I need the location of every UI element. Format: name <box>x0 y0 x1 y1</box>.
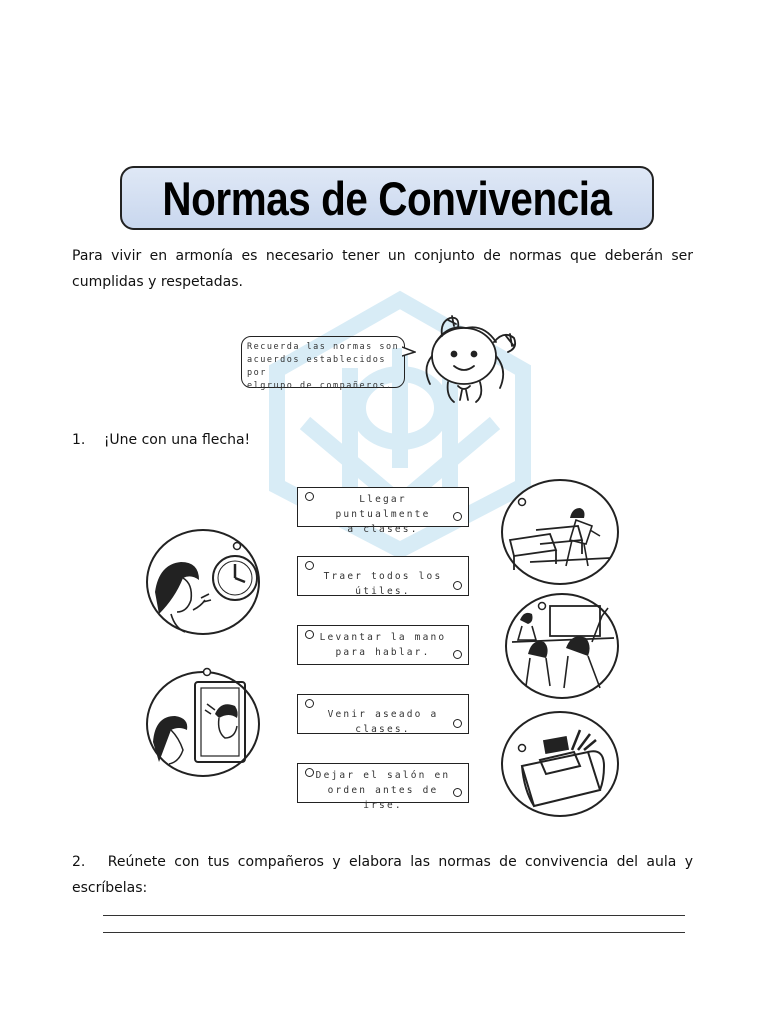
norm-box-1[interactable] <box>297 487 469 535</box>
intro-paragraph: Para vivir en armonía es necesario tener un conjunto de normas que deberán ser cumplidas y respetadas. <box>72 248 693 290</box>
page-title: Normas de Convivencia <box>162 172 612 225</box>
norm-box-3[interactable] <box>297 625 469 665</box>
norm-4-left-dot[interactable] <box>305 699 314 708</box>
mirror-boy-picture <box>145 666 265 778</box>
girl-illustration <box>418 312 530 404</box>
norm-line: Llegar puntualmente <box>335 494 431 520</box>
answer-line-2[interactable] <box>103 932 685 933</box>
bubble-line: elgrupo de compañeros. <box>247 381 393 391</box>
norm-line: a clases. <box>347 524 419 535</box>
clock-girl-picture <box>145 528 265 638</box>
bubble-line: acuerdos establecidos por <box>247 355 386 378</box>
bubble-tail <box>402 345 416 359</box>
norm-3-left-dot[interactable] <box>305 630 314 639</box>
norm-line: para hablar. <box>335 647 431 658</box>
norm-5-left-dot[interactable] <box>305 768 314 777</box>
norm-box-5[interactable] <box>297 763 469 811</box>
bubble-line: Recuerda las normas son <box>247 342 400 352</box>
norm-3-right-dot[interactable] <box>453 650 462 659</box>
norm-line: Traer todos los útiles. <box>323 571 443 597</box>
norm-4-right-dot[interactable] <box>453 719 462 728</box>
exercise-2-number: 2. <box>72 854 86 870</box>
norm-1-left-dot[interactable] <box>305 492 314 501</box>
norm-line: Dejar el salón en <box>315 770 451 781</box>
exercise-1-heading <box>72 432 250 448</box>
exercise-2-instruction: Reúnete con tus compañeros y elabora las normas de convivencia del aula y escríbelas: <box>72 854 694 896</box>
norm-box-2[interactable] <box>297 556 469 596</box>
classroom-tidying-picture <box>500 478 622 588</box>
norm-2-right-dot[interactable] <box>453 581 462 590</box>
exercise-1-number: 1. <box>72 432 86 448</box>
title-banner <box>120 166 654 230</box>
speech-bubble <box>241 336 405 391</box>
exercise-2 <box>72 849 693 901</box>
norm-5-right-dot[interactable] <box>453 788 462 797</box>
raising-hand-picture <box>504 592 624 700</box>
answer-line-1[interactable] <box>103 915 685 916</box>
norm-line: orden antes de irse. <box>327 785 439 811</box>
norm-1-right-dot[interactable] <box>453 512 462 521</box>
norm-2-left-dot[interactable] <box>305 561 314 570</box>
school-bag-picture <box>500 710 622 820</box>
norm-line: Venir aseado a clases. <box>327 709 439 735</box>
exercise-1-instruction: ¡Une con una flecha! <box>103 432 251 448</box>
norm-box-4[interactable] <box>297 694 469 734</box>
norm-line: Levantar la mano <box>319 632 447 643</box>
